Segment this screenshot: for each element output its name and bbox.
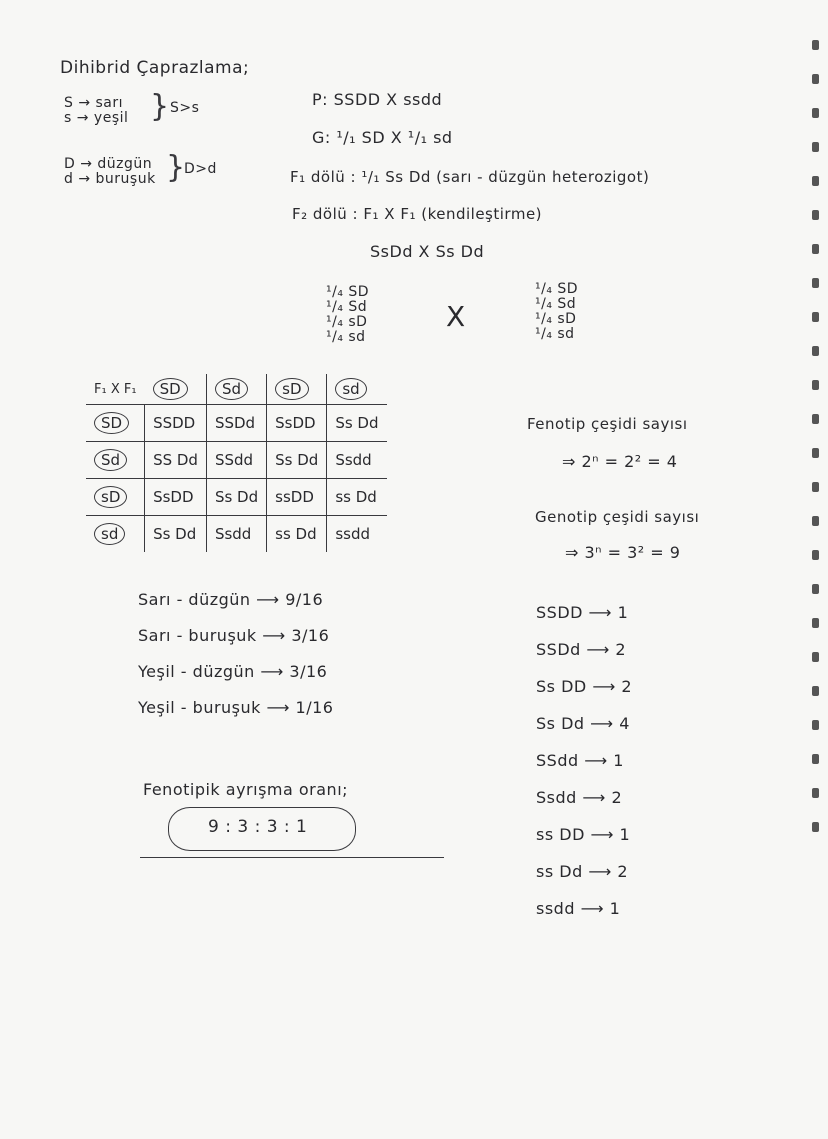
column-gamete: SD <box>145 374 207 405</box>
list-item: ss DD ⟶ 1 <box>536 825 631 844</box>
gamete-item: ¹/₄ sd <box>535 326 575 342</box>
genotype-cell: Ssdd <box>327 442 387 479</box>
genotype-cell: Ss Dd <box>206 479 266 516</box>
table-row <box>86 516 387 553</box>
genotype-cell: SSDd <box>206 405 266 442</box>
parental-cross: P: SSDD X ssdd <box>312 90 443 109</box>
genotype-cell: SS Dd <box>145 442 207 479</box>
brace-color: } <box>150 89 170 124</box>
phenotype-count-label: Fenotip çeşidi sayısı <box>527 415 688 433</box>
list-item: Sarı - buruşuk ⟶ 3/16 <box>138 626 330 645</box>
genotype-cell: ssDD <box>267 479 327 516</box>
allele-s: s → yeşil <box>64 110 129 126</box>
column-gamete: Sd <box>206 374 266 405</box>
genotype-cell: SSDD <box>145 405 207 442</box>
allele-S: S → sarı <box>64 95 124 111</box>
column-gamete: sD <box>267 374 327 405</box>
row-gamete: sD <box>86 479 145 516</box>
f1-generation: F₁ dölü : ¹/₁ Ss Dd (sarı - düzgün heterozigot) <box>290 168 650 186</box>
genotype-cell: Ss Dd <box>267 442 327 479</box>
table-row <box>86 479 387 516</box>
genotype-list <box>536 603 632 936</box>
punnett-square <box>86 374 387 552</box>
dominance-color: S>s <box>170 100 200 116</box>
list-item: SSDD ⟶ 1 <box>536 603 629 622</box>
allele-key-shape <box>64 157 156 187</box>
column-gamete: sd <box>327 374 387 405</box>
list-item: SSdd ⟶ 1 <box>536 751 624 770</box>
phenotype-list <box>138 590 333 734</box>
allele-D: D → düzgün <box>64 156 153 172</box>
brace-shape: } <box>166 150 186 185</box>
gamete-item: ¹/₄ sd <box>326 329 366 345</box>
gamete-item: ¹/₄ sD <box>535 311 577 327</box>
table-row <box>86 405 387 442</box>
phenotype-ratio-label: Fenotipik ayrışma oranı; <box>143 780 349 799</box>
row-gamete: sd <box>86 516 145 553</box>
punnett-corner: F₁ X F₁ <box>86 374 145 405</box>
list-item: ss Dd ⟶ 2 <box>536 862 629 881</box>
gametes-cross: G: ¹/₁ SD X ¹/₁ sd <box>312 128 453 147</box>
punnett-header-row <box>86 374 387 405</box>
genotype-cell: SsDD <box>267 405 327 442</box>
list-item: Ssdd ⟶ 2 <box>536 788 623 807</box>
genotype-cell: ssdd <box>327 516 387 553</box>
list-item: Ss DD ⟶ 2 <box>536 677 633 696</box>
divider <box>140 857 444 858</box>
gamete-item: ¹/₄ sD <box>326 314 368 330</box>
genotype-cell: Ss Dd <box>145 516 207 553</box>
genotype-cell: Ss Dd <box>327 405 387 442</box>
genotype-cell: ss Dd <box>327 479 387 516</box>
gametes-left <box>326 285 369 345</box>
genotype-count-label: Genotip çeşidi sayısı <box>535 508 700 526</box>
gamete-item: ¹/₄ Sd <box>535 296 577 312</box>
genotype-cell: Ssdd <box>206 516 266 553</box>
list-item: Ss Dd ⟶ 4 <box>536 714 630 733</box>
genotype-cell: SsDD <box>145 479 207 516</box>
genotype-cell: SSdd <box>206 442 266 479</box>
genotype-cell: ss Dd <box>267 516 327 553</box>
gamete-item: ¹/₄ Sd <box>326 299 368 315</box>
list-item: Sarı - düzgün ⟶ 9/16 <box>138 590 324 609</box>
f2-generation: F₂ dölü : F₁ X F₁ (kendileştirme) <box>292 205 543 223</box>
list-item: Yeşil - buruşuk ⟶ 1/16 <box>138 698 334 717</box>
list-item: Yeşil - düzgün ⟶ 3/16 <box>138 662 328 681</box>
phenotype-count-formula: ⇒ 2ⁿ = 2² = 4 <box>562 452 678 471</box>
gametes-right <box>535 282 578 342</box>
dominance-shape: D>d <box>184 161 217 177</box>
list-item: SSDd ⟶ 2 <box>536 640 627 659</box>
allele-d: d → buruşuk <box>64 171 156 187</box>
row-gamete: SD <box>86 405 145 442</box>
spiral-binding-edge <box>810 40 822 900</box>
phenotype-ratio-value: 9 : 3 : 3 : 1 <box>208 817 308 837</box>
gamete-item: ¹/₄ SD <box>535 281 579 297</box>
cross-symbol: X <box>446 300 466 333</box>
page-title: Dihibrid Çaprazlama; <box>60 58 250 78</box>
list-item: ssdd ⟶ 1 <box>536 899 621 918</box>
row-gamete: Sd <box>86 442 145 479</box>
gamete-item: ¹/₄ SD <box>326 284 370 300</box>
allele-key-color <box>64 96 128 126</box>
f2-parents: SsDd X Ss Dd <box>370 242 485 261</box>
genotype-count-formula: ⇒ 3ⁿ = 3² = 9 <box>565 543 681 562</box>
table-row <box>86 442 387 479</box>
